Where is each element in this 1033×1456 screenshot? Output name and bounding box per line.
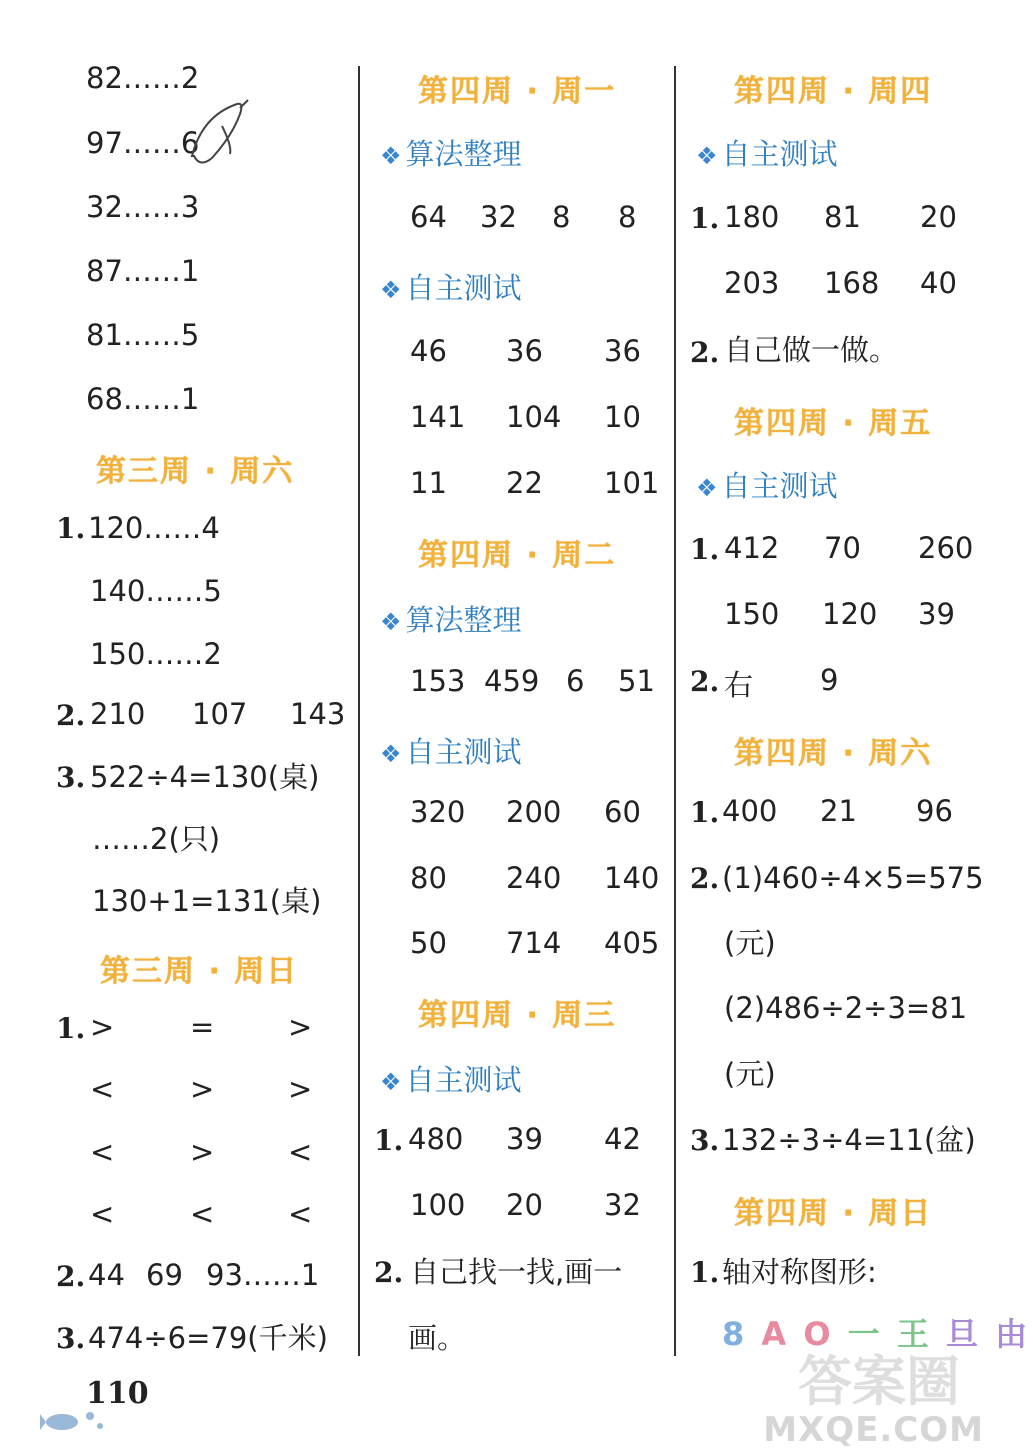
answer-line: ……2(只) [92, 822, 221, 856]
subsection-heading [380, 730, 522, 771]
answer-cell: 44 [88, 1258, 125, 1292]
section-title-week4-fri: 第四周 · 周五 [734, 406, 933, 441]
answer-line: 130+1=131(桌) [92, 884, 322, 918]
diamond-icon: ❖ [696, 474, 718, 502]
answer-cell: 64 [410, 200, 447, 234]
answer-cell: 400 [722, 794, 778, 828]
answer-cell: 32 [480, 200, 517, 234]
question-number: 2. [374, 1256, 404, 1289]
symbol-you: 由 [995, 1315, 1028, 1353]
answer-cell: 6 [566, 664, 585, 698]
answer-cell: 93……1 [206, 1258, 320, 1292]
answer-cell: 70 [824, 531, 861, 565]
comparison-symbol: < [90, 1072, 115, 1106]
answer-cell: 480 [408, 1122, 464, 1156]
diamond-icon: ❖ [696, 142, 718, 170]
comparison-symbol: = [190, 1010, 215, 1044]
column-divider-left [358, 66, 360, 1356]
answer-line: 画。 [408, 1321, 467, 1355]
question-number: 3. [56, 1322, 86, 1355]
column-divider-right [674, 66, 676, 1356]
sketch-doodle-icon [182, 96, 252, 206]
subsection-heading [380, 266, 522, 307]
answer-line: 97……6 [86, 126, 200, 160]
answer-cell: 141 [410, 400, 466, 434]
answer-cell: 36 [604, 334, 641, 368]
comparison-symbol: > [288, 1072, 313, 1106]
answer-line: 132÷3÷4=11(盆) [722, 1123, 976, 1157]
answer-cell: 96 [916, 794, 953, 828]
answer-cell: 210 [90, 697, 146, 731]
section-title-week4-wed: 第四周 · 周三 [418, 998, 617, 1033]
symbol-o: O [803, 1315, 831, 1353]
diamond-icon: ❖ [380, 740, 402, 768]
answer-cell: 260 [918, 531, 974, 565]
answer-line: 474÷6=79(千米) [88, 1321, 328, 1355]
answer-cell: 20 [920, 200, 957, 234]
answer-cell: 203 [724, 266, 780, 300]
answer-cell: 320 [410, 795, 466, 829]
answer-cell: 50 [410, 926, 447, 960]
answer-cell: 143 [290, 697, 346, 731]
answer-cell: 153 [410, 664, 466, 698]
subsection-label: 自主测试 [405, 1063, 522, 1097]
answer-cell: 60 [604, 795, 641, 829]
question-number: 1. [690, 533, 720, 566]
answer-line: 81……5 [86, 318, 200, 352]
subsection-label: 自主测试 [405, 271, 522, 305]
answer-cell: 150 [724, 597, 780, 631]
answer-cell: 100 [410, 1188, 466, 1222]
diamond-icon: ❖ [380, 608, 402, 636]
comparison-symbol: > [288, 1010, 313, 1044]
page-number: 110 [86, 1376, 149, 1411]
question-number: 1. [690, 202, 720, 235]
subsection-label: 自主测试 [721, 469, 838, 503]
subsection-heading [696, 132, 838, 173]
subsection-label: 算法整理 [405, 603, 522, 637]
answer-cell: 39 [506, 1122, 543, 1156]
comparison-symbol: < [288, 1135, 313, 1169]
subsection-label: 算法整理 [405, 137, 522, 171]
answer-line: 自己找一找,画一 [410, 1255, 623, 1289]
question-number: 1. [374, 1124, 404, 1157]
question-number: 2. [56, 1260, 86, 1293]
answer-cell: 412 [724, 531, 780, 565]
answer-line: 82……2 [86, 61, 200, 95]
subsection-heading [696, 464, 838, 505]
answer-cell: 200 [506, 795, 562, 829]
answer-line: (2)486÷2÷3=81 [724, 991, 968, 1025]
subsection-heading [380, 598, 522, 639]
answer-cell: 51 [618, 664, 655, 698]
answer-line: 68……1 [86, 382, 200, 416]
answer-line: 87……1 [86, 254, 200, 288]
answer-cell: 22 [506, 466, 543, 500]
answer-cell: 21 [820, 794, 857, 828]
watermark-url: MXQE.COM [763, 1410, 984, 1450]
question-number: 3. [56, 761, 86, 794]
diamond-icon: ❖ [380, 1068, 402, 1096]
section-title-week4-sun: 第四周 · 周日 [734, 1196, 933, 1231]
symbol-yi: 一 [847, 1315, 880, 1353]
answer-cell: 120 [822, 597, 878, 631]
answer-cell: 80 [410, 861, 447, 895]
answer-cell: 46 [410, 334, 447, 368]
answer-line: 150……2 [90, 637, 222, 671]
answer-line: (1)460÷4×5=575 [722, 861, 984, 895]
answer-cell: 168 [824, 266, 880, 300]
answer-cell: 101 [604, 466, 660, 500]
answer-cell: 240 [506, 861, 562, 895]
answer-cell: 459 [484, 664, 540, 698]
question-number: 1. [690, 1256, 720, 1289]
answer-cell: 40 [920, 266, 957, 300]
comparison-symbol: < [288, 1197, 313, 1231]
section-title-week3-sat: 第三周 · 周六 [96, 454, 295, 489]
question-number: 1. [56, 512, 86, 545]
question-number: 2. [690, 665, 720, 698]
symbol-dan: 旦 [945, 1315, 978, 1353]
section-title-week4-sat: 第四周 · 周六 [734, 736, 933, 771]
section-title-week3-sun: 第三周 · 周日 [100, 954, 299, 989]
answer-line: 120……4 [88, 511, 220, 545]
comparison-symbol: > [190, 1135, 215, 1169]
answer-line: 自己做一做。 [724, 333, 899, 367]
answer-cell: 11 [410, 466, 447, 500]
answer-cell: 107 [192, 697, 248, 731]
subsection-heading [380, 1058, 522, 1099]
comparison-symbol: > [90, 1010, 115, 1044]
answer-line: 32……3 [86, 190, 200, 224]
symbol-wang: 王 [896, 1315, 929, 1353]
answer-line: (元) [724, 1057, 776, 1091]
symbol-a: A [761, 1315, 787, 1353]
section-title-week4-mon: 第四周 · 周一 [418, 74, 617, 109]
answer-line: 140……5 [90, 574, 222, 608]
comparison-symbol: > [190, 1072, 215, 1106]
answer-cell: 405 [604, 926, 660, 960]
answer-cell: 69 [146, 1258, 183, 1292]
answer-cell: 81 [824, 200, 861, 234]
question-number: 2. [690, 862, 720, 895]
watermark-logo: 答案圈 [798, 1350, 960, 1413]
answer-cell: 140 [604, 861, 660, 895]
subsection-label: 自主测试 [721, 137, 838, 171]
answer-cell: 8 [552, 200, 571, 234]
answer-cell: 8 [618, 200, 637, 234]
answer-cell: 32 [604, 1188, 641, 1222]
symbol-8: 8 [722, 1315, 745, 1353]
answer-cell: 714 [506, 926, 562, 960]
comparison-symbol: < [90, 1197, 115, 1231]
answer-cell: 右 [724, 668, 754, 702]
question-number: 3. [690, 1124, 720, 1157]
section-title-week4-tue: 第四周 · 周二 [418, 538, 617, 573]
subsection-label: 自主测试 [405, 735, 522, 769]
answer-line: (元) [724, 926, 776, 960]
diamond-icon: ❖ [380, 276, 402, 304]
question-number: 2. [690, 336, 720, 369]
comparison-symbol: < [90, 1135, 115, 1169]
question-number: 2. [56, 699, 86, 732]
answer-line: 轴对称图形: [722, 1255, 877, 1289]
answer-cell: 10 [604, 400, 641, 434]
section-title-week4-thu: 第四周 · 周四 [734, 74, 933, 109]
question-number: 1. [56, 1012, 86, 1045]
diamond-icon: ❖ [380, 142, 402, 170]
answer-cell: 104 [506, 400, 562, 434]
answer-cell: 180 [724, 200, 780, 234]
answer-cell: 9 [820, 663, 839, 697]
comparison-symbol: < [190, 1197, 215, 1231]
answer-cell: 36 [506, 334, 543, 368]
answer-cell: 20 [506, 1188, 543, 1222]
answer-cell: 42 [604, 1122, 641, 1156]
subsection-heading [380, 132, 522, 173]
answer-cell: 39 [918, 597, 955, 631]
answer-line: 522÷4=130(桌) [90, 760, 320, 794]
question-number: 1. [690, 796, 720, 829]
